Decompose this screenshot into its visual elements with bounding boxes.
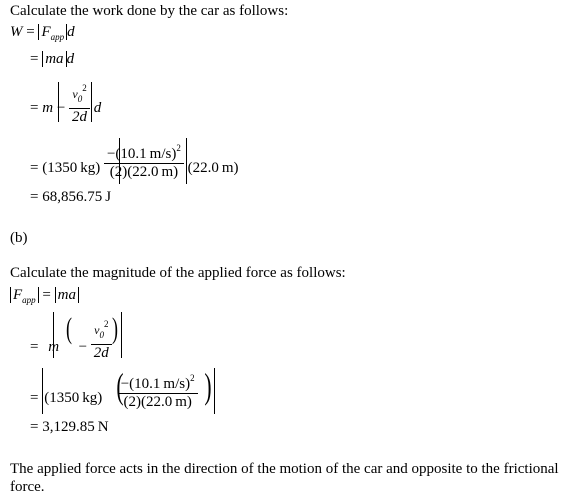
paren-left: ( xyxy=(66,312,72,345)
part-b-label: (b) xyxy=(10,230,28,246)
eq-sign: = xyxy=(42,287,51,303)
var-m: m xyxy=(48,339,60,356)
work-equation-line4 xyxy=(30,140,239,181)
fraction-velocity: $\frac{-(10.1 m/s)^2}{(2)(22.0 m)}$ xyxy=(118,370,198,411)
abs-bar-left xyxy=(119,138,120,184)
var-m: m xyxy=(42,100,54,117)
eq-sign: = xyxy=(30,389,39,406)
sub-app: app xyxy=(22,295,36,305)
abs-bar-left xyxy=(58,82,59,122)
var-w: W xyxy=(10,24,23,40)
force-intro: Calculate the magnitude of the applied force as follows: xyxy=(10,265,346,281)
mass-value: (1350 kg) xyxy=(42,159,101,176)
force-result: = 3,129.85 N xyxy=(30,419,109,435)
abs-bar-left xyxy=(53,312,54,358)
abs-bar-right xyxy=(121,312,122,358)
eq-sign: = xyxy=(30,159,39,176)
var-d: d xyxy=(66,51,75,67)
var-d: d xyxy=(93,100,102,117)
eq-sign: = xyxy=(30,339,39,356)
fraction-v0sq-over-2d: $\frac{v_0^2}{2d}$ xyxy=(91,316,112,362)
paren-right: ) xyxy=(112,312,118,345)
eq-sign: = xyxy=(26,24,35,40)
var-f: F xyxy=(13,287,23,303)
var-d: d xyxy=(67,24,75,40)
abs-bar-right xyxy=(186,138,187,184)
mass-value: (1350 kg) xyxy=(44,389,103,406)
distance-value: (22.0 m) xyxy=(187,159,239,176)
paren-right: ) xyxy=(204,366,212,406)
sub-app: app xyxy=(50,32,65,42)
force-equation-line3 xyxy=(30,366,198,411)
abs-bar-right xyxy=(91,82,92,122)
minus-sign: − xyxy=(78,339,88,356)
minus-sign: − xyxy=(56,100,66,117)
conclusion-text: The applied force acts in the direction of the motion of the car and opposite to the frictional force. xyxy=(10,461,559,495)
work-intro: Calculate the work done by the car as follows: xyxy=(10,3,289,19)
abs-bar-left xyxy=(42,368,43,414)
paren-left: ( xyxy=(116,366,124,406)
var-ma: ma xyxy=(55,287,79,303)
work-equation-line1 xyxy=(10,24,75,42)
abs-bar-right xyxy=(214,368,215,414)
fraction-velocity: $\frac{-(10.1 m/s)^2}{(2)(22.0 m)}$ xyxy=(104,140,184,181)
eq-sign: = xyxy=(30,100,39,117)
force-equation-line1 xyxy=(10,287,79,305)
var-ma: ma xyxy=(42,51,66,67)
fraction-v0sq-over-2d: $\frac{v_0^2}{2d}$ xyxy=(69,80,90,126)
var-f: F xyxy=(41,24,51,40)
work-equation-line2 xyxy=(30,51,74,68)
work-result: = 68,856.75 J xyxy=(30,189,112,205)
eq-sign: = xyxy=(30,51,39,67)
